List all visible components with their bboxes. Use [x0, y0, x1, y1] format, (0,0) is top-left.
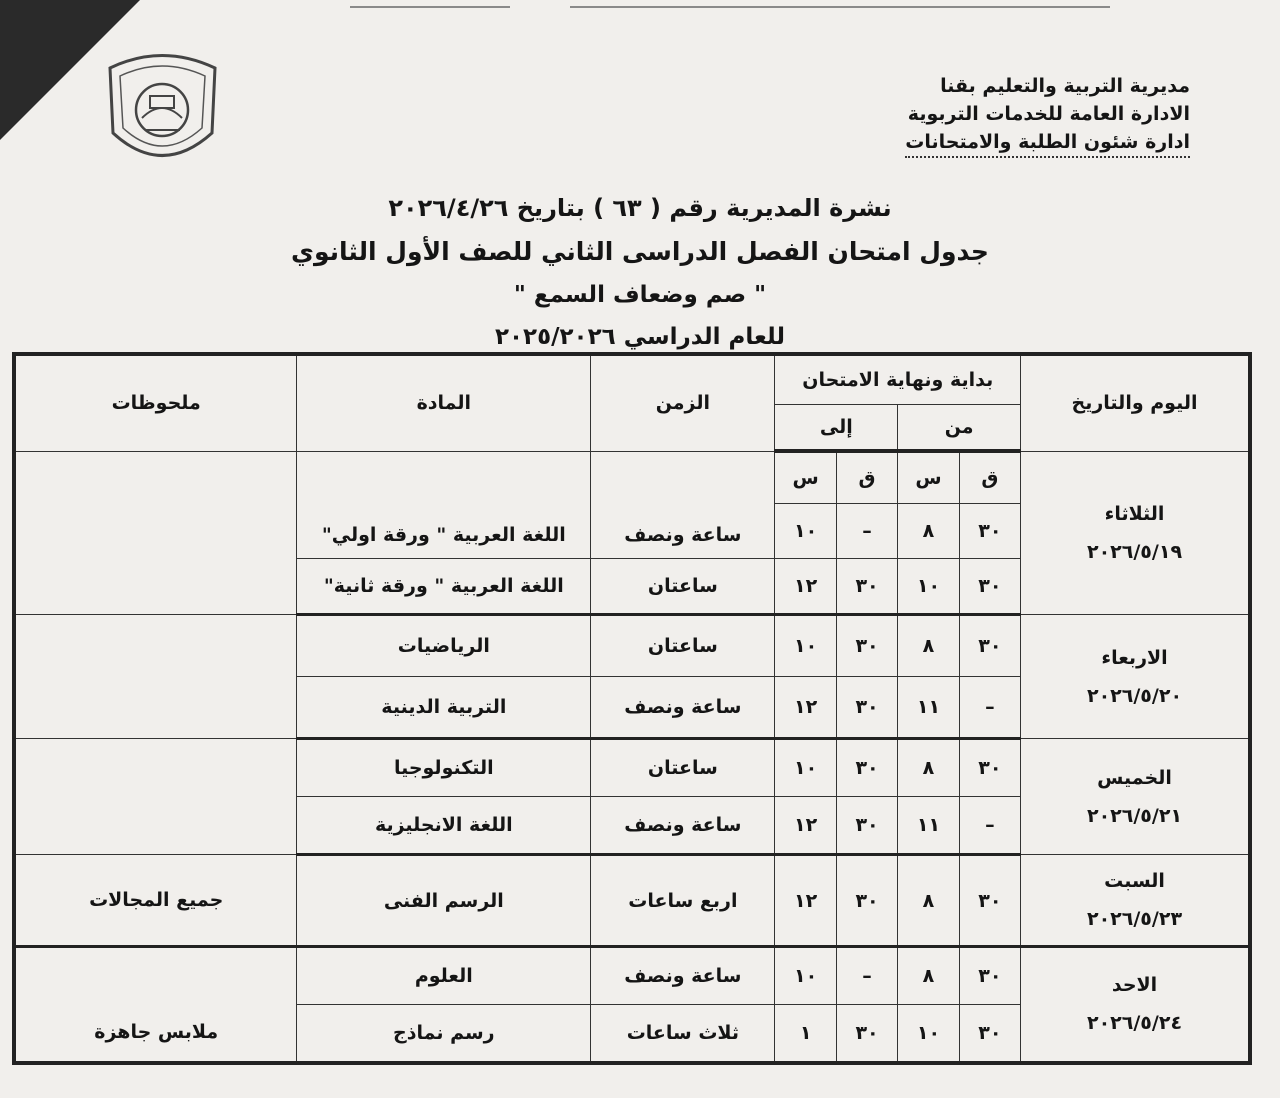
- notes-cell: [14, 451, 297, 615]
- to-minute: ٣٠: [836, 559, 897, 615]
- day-cell: [1021, 451, 1250, 615]
- unit-hour: س: [775, 451, 836, 504]
- to-minute: ٣٠: [836, 797, 897, 855]
- to-hour: ١٠: [775, 615, 836, 677]
- day-cell: [1021, 855, 1250, 947]
- day-cell: [1021, 739, 1250, 855]
- exam-schedule-table: [12, 352, 1252, 1065]
- to-hour: ١٠: [775, 947, 836, 1005]
- duration-cell: ساعة ونصف: [591, 947, 775, 1005]
- schedule-title: جدول امتحان الفصل الدراسى الثاني للصف الأول الثانوي: [291, 237, 989, 266]
- bulletin-title: نشرة المديرية رقم ( ٦٣ ) بتاريخ ٢٠٢٦/٤/٢٦: [388, 194, 892, 222]
- from-hour: ٨: [898, 615, 959, 677]
- day-date: ٢٠٢٦/٥/٢٠: [1086, 684, 1183, 707]
- to-hour: ١: [775, 1005, 836, 1063]
- notes-cell: جميع المجالات: [14, 855, 297, 947]
- document-titles: [0, 186, 1280, 358]
- duration-cell: ساعة ونصف: [591, 677, 775, 739]
- subject-cell: الرسم الفنى: [297, 855, 591, 947]
- to-minute: –: [836, 947, 897, 1005]
- header-notes: ملحوظات: [14, 354, 297, 451]
- top-edge-line: [350, 6, 510, 8]
- top-edge-line: [570, 6, 1110, 8]
- header-from: من: [898, 405, 1021, 452]
- to-minute: ٣٠: [836, 677, 897, 739]
- header-line-2: الادارة العامة للخدمات التربوية: [907, 103, 1190, 125]
- header-start-end: بداية ونهاية الامتحان: [775, 354, 1021, 405]
- header-line-3: ادارة شئون الطلبة والامتحانات: [905, 128, 1190, 158]
- duration-cell: ساعة ونصف: [591, 797, 775, 855]
- duration-cell: ساعة ونصف: [591, 451, 775, 559]
- notes-cell: ملابس جاهزة: [14, 947, 297, 1063]
- from-minute: ٣٠: [959, 615, 1020, 677]
- unit-minute: ق: [959, 451, 1020, 504]
- from-hour: ٨: [898, 739, 959, 797]
- subject-cell: التربية الدينية: [297, 677, 591, 739]
- day-name: السبت: [1104, 870, 1165, 892]
- from-minute: ٣٠: [959, 855, 1020, 947]
- from-hour: ١١: [898, 797, 959, 855]
- from-hour: ٨: [898, 504, 959, 559]
- from-hour: ١١: [898, 677, 959, 739]
- day-name: الخميس: [1097, 766, 1172, 789]
- from-minute: ٣٠: [959, 739, 1020, 797]
- unit-hour: س: [898, 451, 959, 504]
- notes-cell: [14, 739, 297, 855]
- subject-cell: اللغة العربية " ورقة ثانية": [297, 559, 591, 615]
- subject-cell: التكنولوجيا: [297, 739, 591, 797]
- day-date: ٢٠٢٦/٥/١٩: [1086, 540, 1183, 563]
- header-to: إلى: [775, 405, 898, 452]
- from-hour: ١٠: [898, 559, 959, 615]
- to-hour: ١٢: [775, 797, 836, 855]
- directorate-header: [900, 72, 1190, 158]
- to-minute: ٣٠: [836, 855, 897, 947]
- from-hour: ١٠: [898, 1005, 959, 1063]
- to-hour: ١٠: [775, 739, 836, 797]
- directorate-logo: [100, 38, 225, 183]
- header-duration: الزمن: [591, 354, 775, 451]
- from-minute: –: [959, 797, 1020, 855]
- day-name: الاحد: [1111, 974, 1158, 997]
- unit-minute: ق: [836, 451, 897, 504]
- academic-year-title: للعام الدراسي ٢٠٢٥/٢٠٢٦: [494, 324, 786, 350]
- category-title: " صم وضعاف السمع ": [513, 282, 767, 308]
- duration-cell: ساعتان: [591, 559, 775, 615]
- from-hour: ٨: [898, 855, 959, 947]
- to-hour: ١٢: [775, 855, 836, 947]
- from-minute: ٣٠: [959, 1005, 1020, 1063]
- day-date: ٢٠٢٦/٥/٢٣: [1086, 908, 1183, 930]
- from-minute: ٣٠: [959, 504, 1020, 559]
- to-hour: ١٢: [775, 559, 836, 615]
- to-minute: –: [836, 504, 897, 559]
- day-date: ٢٠٢٦/٥/٢٤: [1086, 1012, 1183, 1035]
- subject-cell: العلوم: [297, 947, 591, 1005]
- to-minute: ٣٠: [836, 615, 897, 677]
- duration-cell: ساعتان: [591, 615, 775, 677]
- day-cell: [1021, 615, 1250, 739]
- to-hour: ١٢: [775, 677, 836, 739]
- header-day-date: اليوم والتاريخ: [1021, 354, 1250, 451]
- subject-cell: رسم نماذج: [297, 1005, 591, 1063]
- day-name: الثلاثاء: [1104, 502, 1165, 525]
- from-minute: –: [959, 677, 1020, 739]
- to-hour: ١٠: [775, 504, 836, 559]
- duration-cell: ثلاث ساعات: [591, 1005, 775, 1063]
- day-name: الاربعاء: [1101, 646, 1168, 669]
- to-minute: ٣٠: [836, 1005, 897, 1063]
- day-date: ٢٠٢٦/٥/٢١: [1086, 804, 1183, 827]
- notes-cell: [14, 615, 297, 739]
- subject-cell: اللغة الانجليزية: [297, 797, 591, 855]
- from-hour: ٨: [898, 947, 959, 1005]
- duration-cell: اربع ساعات: [591, 855, 775, 947]
- day-cell: [1021, 947, 1250, 1063]
- subject-cell: الرياضيات: [297, 615, 591, 677]
- to-minute: ٣٠: [836, 739, 897, 797]
- header-subject: المادة: [297, 354, 591, 451]
- header-line-1: مديرية التربية والتعليم بقنا: [940, 75, 1190, 97]
- duration-cell: ساعتان: [591, 739, 775, 797]
- subject-cell: اللغة العربية " ورقة اولي": [297, 451, 591, 559]
- from-minute: ٣٠: [959, 559, 1020, 615]
- from-minute: ٣٠: [959, 947, 1020, 1005]
